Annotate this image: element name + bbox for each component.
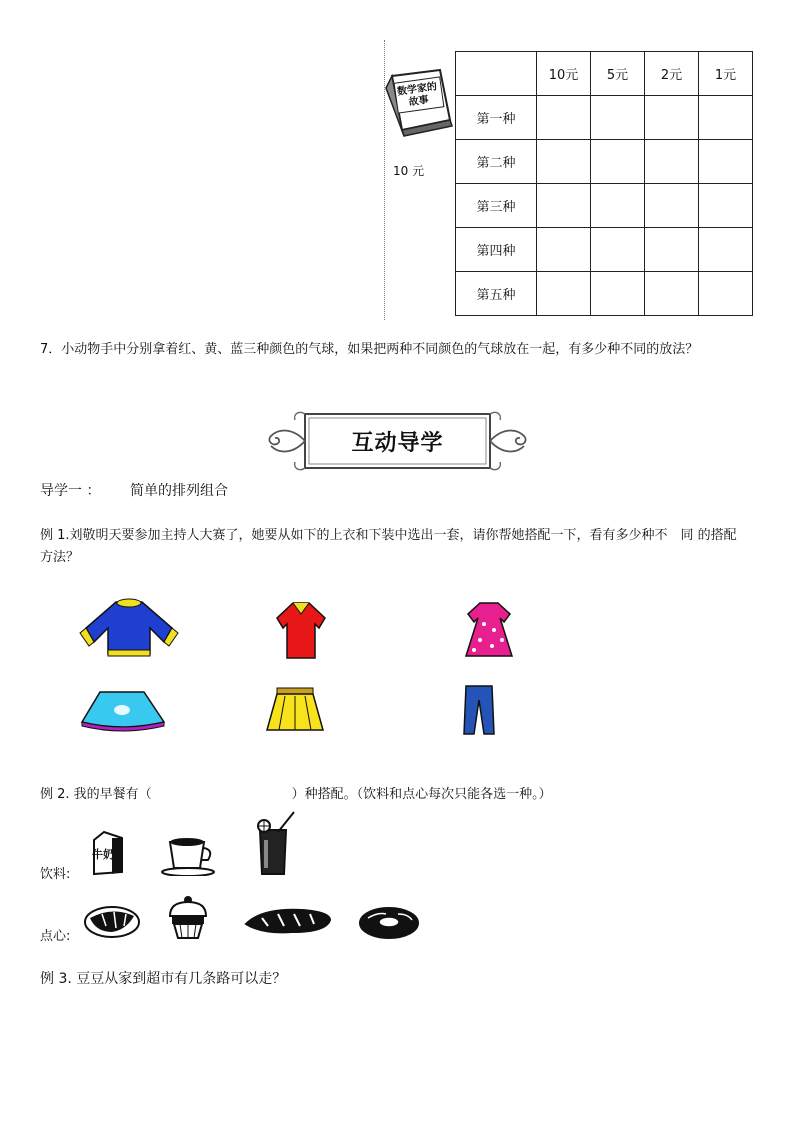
bread-icon bbox=[82, 902, 142, 940]
table-cell[interactable] bbox=[537, 140, 591, 184]
table-row bbox=[456, 228, 753, 272]
blue-sweater-icon bbox=[76, 598, 182, 658]
table-header-cell: 5元 bbox=[591, 52, 645, 96]
table-row bbox=[456, 140, 753, 184]
red-shirt-icon bbox=[275, 600, 327, 660]
example-2-suffix: ）种搭配。（饮料和点心每次只能各选一种。） bbox=[291, 787, 552, 802]
table-cell[interactable] bbox=[645, 228, 699, 272]
snacks-label: 点心: bbox=[40, 929, 71, 944]
table-cell[interactable] bbox=[537, 184, 591, 228]
book-price: 10 元 bbox=[393, 164, 425, 178]
example-2-text bbox=[40, 786, 552, 804]
table-row-label: 第五种 bbox=[456, 272, 537, 316]
table-row-label: 第三种 bbox=[456, 184, 537, 228]
long-bread-icon bbox=[242, 904, 334, 938]
coffee-cup-icon bbox=[160, 834, 218, 876]
table-header-cell bbox=[456, 52, 537, 96]
milk-carton bbox=[90, 830, 126, 876]
drinks-label: 饮料: bbox=[40, 867, 71, 882]
guide-1-title: 简单的排列组合 bbox=[130, 483, 228, 499]
guide-1-label: 导学一 ： bbox=[40, 483, 101, 499]
table-row-label: 第一种 bbox=[456, 96, 537, 140]
section-banner bbox=[265, 410, 530, 472]
table-cell[interactable] bbox=[699, 96, 753, 140]
banner-title: 互动导学 bbox=[351, 429, 444, 456]
juice-glass-icon bbox=[250, 810, 300, 876]
example-2-prefix: 例 2. 我的早餐有（ bbox=[40, 787, 152, 802]
cyan-skirt-icon bbox=[78, 688, 168, 732]
table-cell[interactable] bbox=[537, 272, 591, 316]
table-row bbox=[456, 184, 753, 228]
question-7: 7．小动物手中分别拿着红、黄、蓝三种颜色的气球，如果把两种不同颜色的气球放在一起，有多少种不同的放法？ bbox=[40, 342, 699, 357]
pink-dress-icon bbox=[460, 600, 518, 660]
column-divider bbox=[384, 40, 386, 320]
table-row-label: 第四种 bbox=[456, 228, 537, 272]
book-cover-title: 数学家的故事 bbox=[396, 81, 438, 109]
table-cell[interactable] bbox=[591, 140, 645, 184]
donut-icon bbox=[358, 906, 420, 940]
table-header-cell: 1元 bbox=[699, 52, 753, 96]
table-cell[interactable] bbox=[699, 228, 753, 272]
book-illustration bbox=[378, 68, 456, 138]
table-cell[interactable] bbox=[699, 140, 753, 184]
table-cell[interactable] bbox=[645, 184, 699, 228]
table-header-cell: 2元 bbox=[645, 52, 699, 96]
table-cell[interactable] bbox=[591, 228, 645, 272]
milk-label: 牛奶 bbox=[92, 848, 114, 861]
cupcake-icon bbox=[166, 894, 212, 940]
example-1-text: 例 1.刘敬明天要参加主持人大赛了，她要从如下的上衣和下装中选出一套，请你帮她搭配一下，看有多少种不 同 的搭配 bbox=[40, 528, 737, 543]
money-combination-table bbox=[455, 51, 753, 316]
table-header-cell: 10元 bbox=[537, 52, 591, 96]
example-3-text: 例 3. 豆豆从家到超市有几条路可以走？ bbox=[40, 971, 287, 987]
table-cell[interactable] bbox=[699, 184, 753, 228]
table-row-label: 第二种 bbox=[456, 140, 537, 184]
table-header-row bbox=[456, 52, 753, 96]
table-cell[interactable] bbox=[645, 96, 699, 140]
table-row bbox=[456, 96, 753, 140]
yellow-skirt-icon bbox=[265, 686, 325, 734]
example-1-text-cont: 方法？ bbox=[40, 550, 80, 565]
table-cell[interactable] bbox=[645, 140, 699, 184]
table-cell[interactable] bbox=[645, 272, 699, 316]
table-cell[interactable] bbox=[537, 96, 591, 140]
jeans-icon bbox=[462, 684, 496, 736]
table-cell[interactable] bbox=[591, 96, 645, 140]
table-cell[interactable] bbox=[591, 184, 645, 228]
table-cell[interactable] bbox=[537, 228, 591, 272]
table-cell[interactable] bbox=[699, 272, 753, 316]
table-row bbox=[456, 272, 753, 316]
table-cell[interactable] bbox=[591, 272, 645, 316]
